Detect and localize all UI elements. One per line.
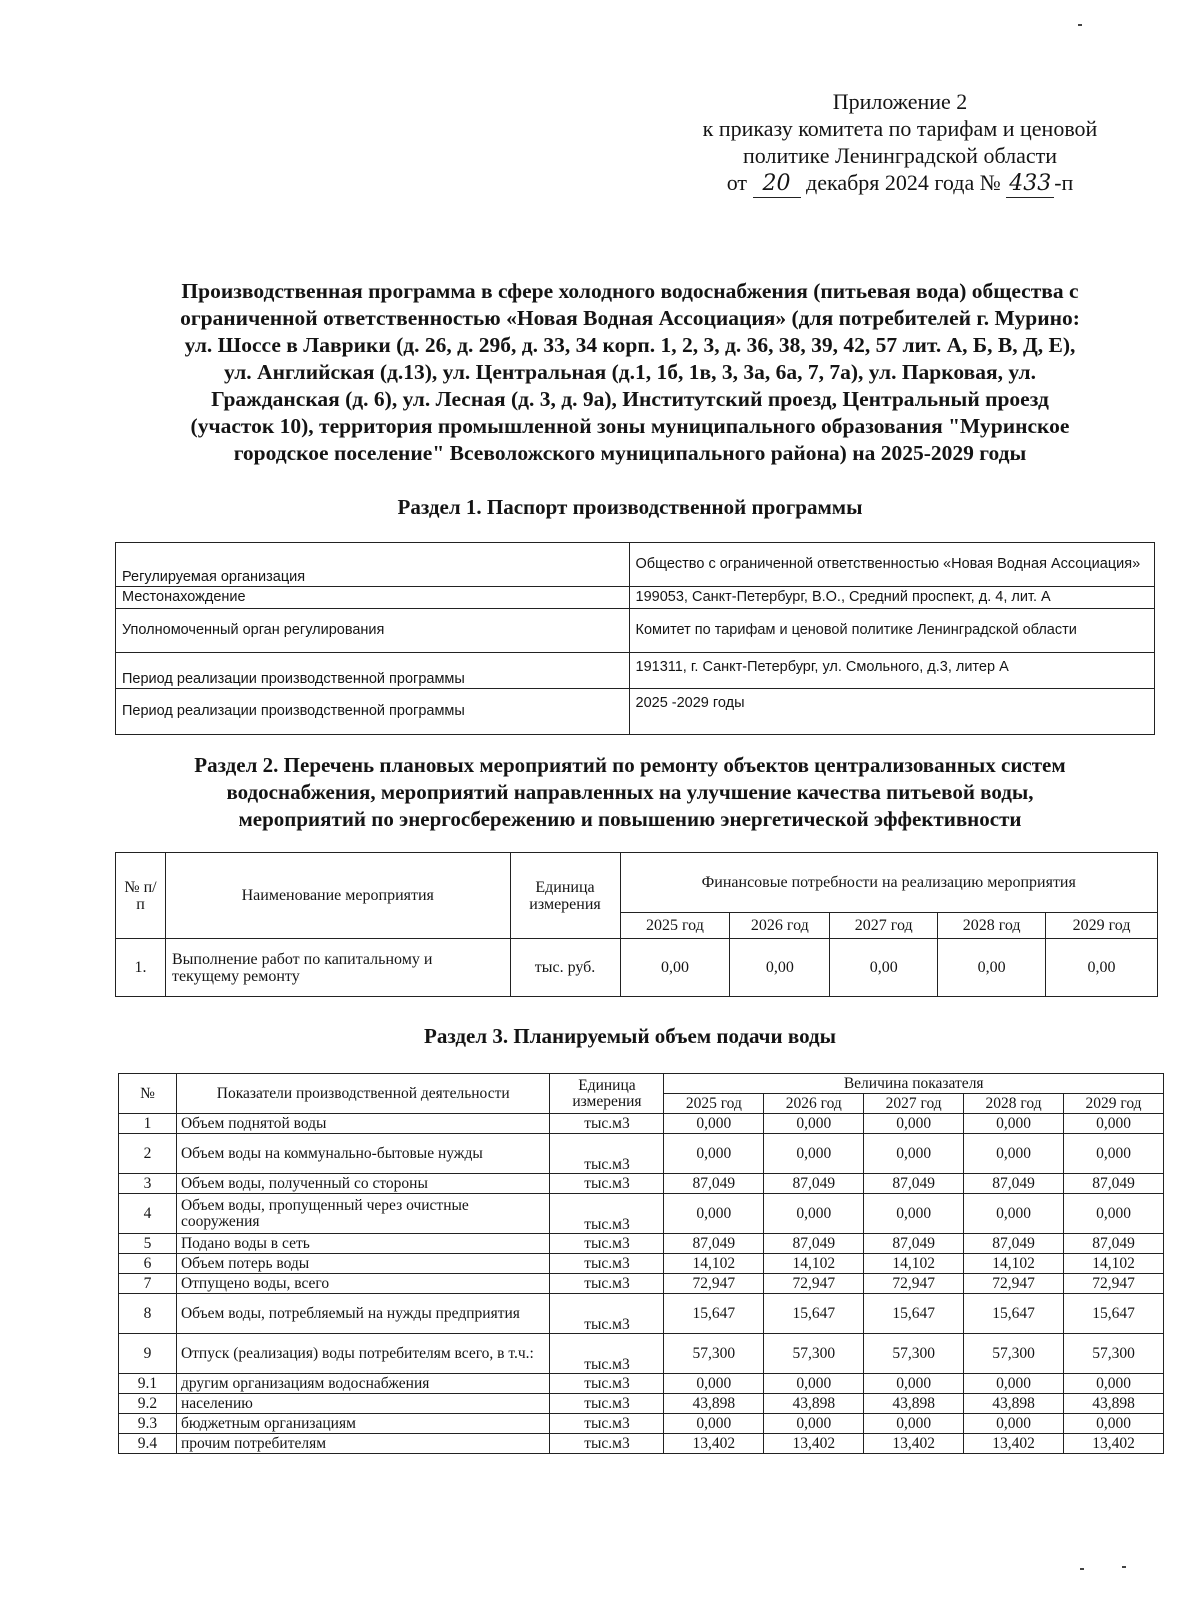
row-value: 0,000	[964, 1134, 1064, 1174]
header-year: 2027 год	[830, 913, 938, 939]
row-name: населению	[176, 1394, 550, 1414]
header-year: 2025 год	[664, 1094, 764, 1114]
row-num: 2	[119, 1134, 177, 1174]
row-value: 87,049	[664, 1234, 764, 1254]
row-unit: тыс. руб.	[510, 939, 620, 997]
row-name: Объем воды, пропущенный через очистные сооружения	[176, 1194, 550, 1234]
row-name: прочим потребителям	[176, 1434, 550, 1454]
row-value: 0,000	[864, 1374, 964, 1394]
annex-header	[660, 88, 1140, 198]
program-title	[105, 278, 1155, 467]
row-value: 43,898	[864, 1394, 964, 1414]
passport-value: Общество с ограниченной ответственностью «Новая Водная Ассоциация»	[629, 543, 1155, 587]
row-num: 9.3	[119, 1414, 177, 1434]
row-value: 0,000	[664, 1374, 764, 1394]
row-value: 0,000	[764, 1114, 864, 1134]
row-value: 72,947	[764, 1274, 864, 1294]
row-value: 0,000	[964, 1194, 1064, 1234]
row-num: 9.4	[119, 1434, 177, 1454]
row-value: 13,402	[1064, 1434, 1164, 1454]
scan-speck	[1122, 1566, 1126, 1568]
row-value: 0,000	[964, 1414, 1064, 1434]
supply-volume-table	[118, 1073, 1164, 1454]
passport-row	[116, 609, 1155, 653]
row-num: 9.1	[119, 1374, 177, 1394]
row-value: 0,00	[1046, 939, 1158, 997]
row-unit: тыс.м3	[550, 1174, 664, 1194]
passport-label: Период реализации производственной программы	[116, 653, 630, 689]
row-value: 14,102	[964, 1254, 1064, 1274]
row-name: другим организациям водоснабжения	[176, 1374, 550, 1394]
row-unit: тыс.м3	[550, 1114, 664, 1134]
passport-row	[116, 689, 1155, 735]
row-name: Объем воды, полученный со стороны	[176, 1174, 550, 1194]
row-value: 87,049	[1064, 1234, 1164, 1254]
row-value: 87,049	[964, 1234, 1064, 1254]
row-value: 57,300	[964, 1334, 1064, 1374]
title-line: ограниченной ответственностью «Новая Водная Ассоциация» (для потребителей г. Мурино:	[180, 306, 1080, 330]
row-unit: тыс.м3	[550, 1234, 664, 1254]
row-value: 0,000	[864, 1414, 964, 1434]
passport-value: 2025 -2029 годы	[629, 689, 1155, 735]
passport-row	[116, 543, 1155, 587]
row-value: 0,000	[864, 1114, 964, 1134]
supply-row	[119, 1434, 1164, 1454]
row-value: 0,000	[864, 1194, 964, 1234]
row-value: 14,102	[864, 1254, 964, 1274]
header-year: 2028 год	[964, 1094, 1064, 1114]
row-num: 4	[119, 1194, 177, 1234]
passport-row	[116, 587, 1155, 609]
date-middle: декабря 2024 года №	[806, 170, 1001, 195]
header-year: 2028 год	[938, 913, 1046, 939]
row-value: 72,947	[664, 1274, 764, 1294]
row-value: 0,000	[964, 1374, 1064, 1394]
row-name: Объем потерь воды	[176, 1254, 550, 1274]
row-num: 3	[119, 1174, 177, 1194]
supply-header-row	[119, 1074, 1164, 1094]
header-finance: Финансовые потребности на реализацию мероприятия	[620, 853, 1158, 913]
supply-body	[119, 1114, 1164, 1454]
passport-value: 191311, г. Санкт-Петербург, ул. Смольного, д.3, литер А	[629, 653, 1155, 689]
handwritten-day: 20	[753, 170, 801, 198]
row-value: 57,300	[764, 1334, 864, 1374]
row-num: 1	[119, 1114, 177, 1134]
header-unit: Единица измерения	[510, 853, 620, 939]
row-unit: тыс.м3	[550, 1274, 664, 1294]
supply-row	[119, 1334, 1164, 1374]
measures-header-row	[116, 853, 1158, 913]
row-value: 15,647	[864, 1294, 964, 1334]
row-value: 43,898	[1064, 1394, 1164, 1414]
row-value: 57,300	[664, 1334, 764, 1374]
row-value: 0,000	[664, 1194, 764, 1234]
row-name: Объем поднятой воды	[176, 1114, 550, 1134]
row-unit: тыс.м3	[550, 1254, 664, 1274]
row-value: 0,000	[1064, 1414, 1164, 1434]
row-name: Подано воды в сеть	[176, 1234, 550, 1254]
row-value: 0,000	[864, 1134, 964, 1174]
section-2-title-line: водоснабжения, мероприятий направленных на улучшение качества питьевой воды,	[226, 780, 1034, 804]
order-suffix: -п	[1054, 170, 1074, 195]
supply-row	[119, 1134, 1164, 1174]
annex-line-3: политике Ленинградской области	[742, 143, 1057, 168]
row-name: Объем воды на коммунально-бытовые нужды	[176, 1134, 550, 1174]
row-name: Отпуск (реализация) воды потребителям всего, в т.ч.:	[176, 1334, 550, 1374]
row-unit: тыс.м3	[550, 1434, 664, 1454]
row-value: 0,000	[964, 1114, 1064, 1134]
row-value: 0,000	[764, 1414, 864, 1434]
row-value: 87,049	[764, 1174, 864, 1194]
header-year: 2025 год	[620, 913, 730, 939]
row-value: 0,000	[764, 1134, 864, 1174]
row-unit: тыс.м3	[550, 1374, 664, 1394]
row-value: 14,102	[664, 1254, 764, 1274]
row-value: 0,00	[938, 939, 1046, 997]
annex-line-2: к приказу комитета по тарифам и ценовой	[702, 116, 1098, 141]
row-unit: тыс.м3	[550, 1414, 664, 1434]
row-value: 87,049	[1064, 1174, 1164, 1194]
row-value: 0,000	[664, 1114, 764, 1134]
row-value: 43,898	[764, 1394, 864, 1414]
section-2-title-line: Раздел 2. Перечень плановых мероприятий по ремонту объектов централизованных систем	[194, 753, 1066, 777]
header-num: №	[119, 1074, 177, 1114]
row-value: 87,049	[864, 1234, 964, 1254]
supply-row	[119, 1394, 1164, 1414]
row-value: 72,947	[864, 1274, 964, 1294]
row-num: 7	[119, 1274, 177, 1294]
passport-label: Местонахождение	[116, 587, 630, 609]
header-name: Наименование мероприятия	[165, 853, 510, 939]
row-value: 0,000	[764, 1194, 864, 1234]
row-value: 87,049	[664, 1174, 764, 1194]
row-num: 1.	[116, 939, 166, 997]
row-value: 43,898	[664, 1394, 764, 1414]
row-value: 0,00	[620, 939, 730, 997]
section-1-title: Раздел 1. Паспорт производственной программы	[397, 495, 863, 519]
row-value: 13,402	[764, 1434, 864, 1454]
row-name: Выполнение работ по капитальному и текущему ремонту	[165, 939, 510, 997]
annex-line-1: Приложение 2	[832, 89, 968, 114]
row-value: 15,647	[1064, 1294, 1164, 1334]
row-value: 14,102	[1064, 1254, 1164, 1274]
row-value: 14,102	[764, 1254, 864, 1274]
row-unit: тыс.м3	[550, 1294, 664, 1334]
supply-row	[119, 1114, 1164, 1134]
title-line: ул. Шоссе в Лаврики (д. 26, д. 29б, д. 33, 34 корп. 1, 2, 3, д. 36, 38, 39, 42, 57 лит. А, Б, В, Д, Е),	[184, 333, 1076, 357]
row-value: 15,647	[764, 1294, 864, 1334]
row-value: 0,000	[664, 1414, 764, 1434]
section-2-title	[105, 752, 1155, 833]
row-unit: тыс.м3	[550, 1334, 664, 1374]
row-unit: тыс.м3	[550, 1194, 664, 1234]
title-line: Гражданская (д. 6), ул. Лесная (д. 3, д. 9а), Институтский проезд, Центральный проезд	[211, 387, 1049, 411]
row-value: 0,000	[1064, 1374, 1164, 1394]
row-value: 72,947	[1064, 1274, 1164, 1294]
header-unit: Единица измерения	[550, 1074, 664, 1114]
annex-date-line	[660, 169, 1140, 198]
row-num: 5	[119, 1234, 177, 1254]
supply-row	[119, 1254, 1164, 1274]
row-name: бюджетным организациям	[176, 1414, 550, 1434]
row-unit: тыс.м3	[550, 1394, 664, 1414]
measures-table	[115, 852, 1158, 997]
handwritten-order-number: 433	[1006, 170, 1054, 198]
row-num: 6	[119, 1254, 177, 1274]
scan-speck	[1078, 24, 1082, 26]
row-value: 87,049	[764, 1234, 864, 1254]
row-value: 57,300	[1064, 1334, 1164, 1374]
header-year: 2029 год	[1046, 913, 1158, 939]
row-value: 87,049	[964, 1174, 1064, 1194]
scan-speck	[1080, 1568, 1084, 1570]
row-value: 0,000	[664, 1134, 764, 1174]
supply-row	[119, 1274, 1164, 1294]
passport-label: Регулируемая организация	[116, 543, 630, 587]
row-num: 9	[119, 1334, 177, 1374]
section-3-title: Раздел 3. Планируемый объем подачи воды	[424, 1024, 836, 1048]
supply-row	[119, 1194, 1164, 1234]
row-num: 8	[119, 1294, 177, 1334]
passport-value: 199053, Санкт-Петербург, В.О., Средний проспект, д. 4, лит. А	[629, 587, 1155, 609]
header-num: № п/п	[116, 853, 166, 939]
passport-row	[116, 653, 1155, 689]
row-value: 13,402	[664, 1434, 764, 1454]
supply-row	[119, 1414, 1164, 1434]
supply-row	[119, 1294, 1164, 1334]
row-value: 0,000	[1064, 1134, 1164, 1174]
header-year: 2026 год	[730, 913, 830, 939]
passport-label: Уполномоченный орган регулирования	[116, 609, 630, 653]
row-value: 0,00	[830, 939, 938, 997]
row-value: 15,647	[964, 1294, 1064, 1334]
section-2-title-line: мероприятий по энергосбережению и повышению энергетической эффективности	[238, 807, 1022, 831]
supply-row	[119, 1174, 1164, 1194]
row-name: Отпущено воды, всего	[176, 1274, 550, 1294]
header-year: 2029 год	[1064, 1094, 1164, 1114]
measures-row	[116, 939, 1158, 997]
title-line: городское поселение" Всеволожского муниципального района) на 2025-2029 годы	[233, 441, 1027, 465]
title-line: ул. Английская (д.13), ул. Центральная (д.1, 1б, 1в, 3, 3а, 6а, 7, 7а), ул. Парковая, ул.	[224, 360, 1036, 384]
supply-row	[119, 1234, 1164, 1254]
passport-table	[115, 542, 1155, 735]
row-value: 13,402	[964, 1434, 1064, 1454]
row-value: 0,000	[1064, 1194, 1164, 1234]
row-name: Объем воды, потребляемый на нужды предприятия	[176, 1294, 550, 1334]
passport-value: Комитет по тарифам и ценовой политике Ленинградской области	[629, 609, 1155, 653]
row-value: 43,898	[964, 1394, 1064, 1414]
row-value: 0,00	[730, 939, 830, 997]
header-year: 2026 год	[764, 1094, 864, 1114]
row-value: 13,402	[864, 1434, 964, 1454]
supply-row	[119, 1374, 1164, 1394]
row-value: 72,947	[964, 1274, 1064, 1294]
header-name: Показатели производственной деятельности	[176, 1074, 550, 1114]
row-value: 57,300	[864, 1334, 964, 1374]
header-value: Величина показателя	[664, 1074, 1164, 1094]
title-line: Производственная программа в сфере холодного водоснабжения (питьевая вода) общества с	[181, 279, 1079, 303]
row-value: 0,000	[1064, 1114, 1164, 1134]
row-value: 0,000	[764, 1374, 864, 1394]
row-value: 87,049	[864, 1174, 964, 1194]
header-year: 2027 год	[864, 1094, 964, 1114]
row-unit: тыс.м3	[550, 1134, 664, 1174]
row-num: 9.2	[119, 1394, 177, 1414]
row-value: 15,647	[664, 1294, 764, 1334]
passport-label: Период реализации производственной программы	[116, 689, 630, 735]
title-line: (участок 10), территория промышленной зоны муниципального образования "Муринское	[190, 414, 1070, 438]
date-prefix: от	[726, 170, 748, 195]
